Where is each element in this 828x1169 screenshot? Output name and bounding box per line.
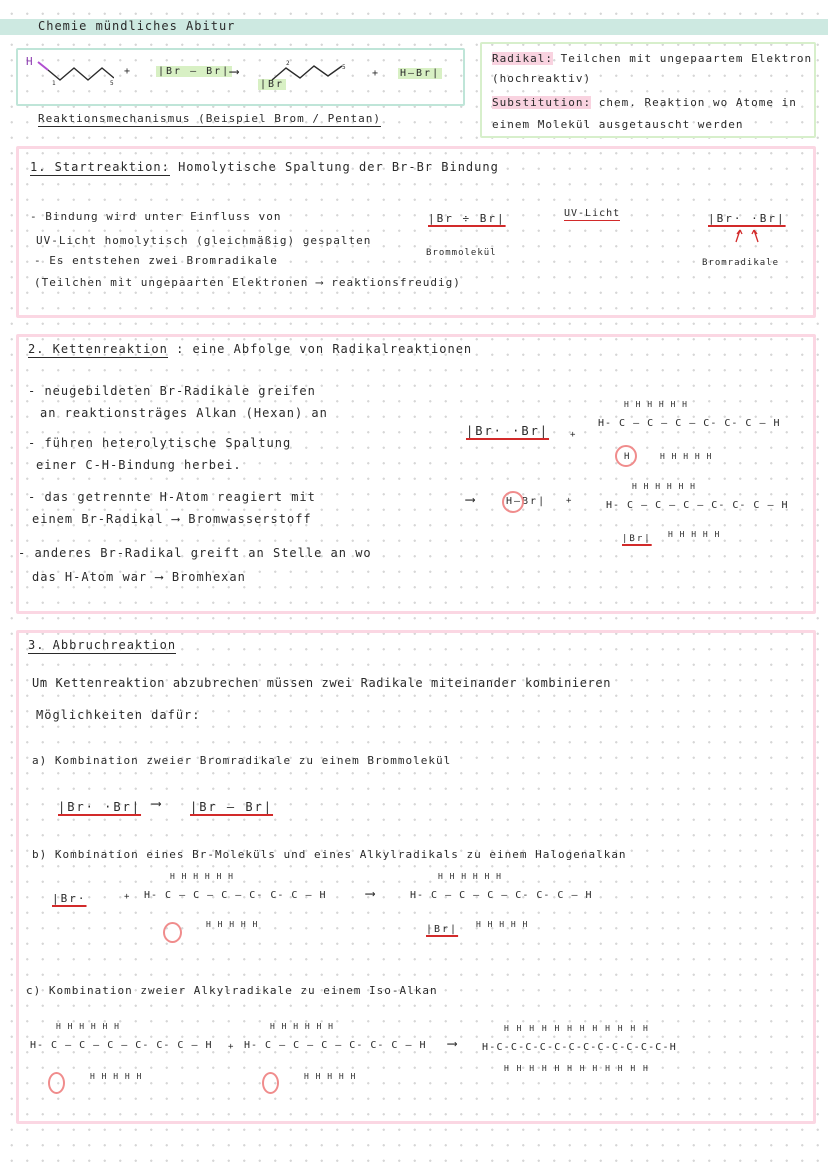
- hexane-bottom-h-removed: H: [624, 452, 631, 462]
- pentane-h: H: [26, 55, 34, 68]
- step1-heading: [30, 160, 499, 174]
- plus-sign: +: [124, 66, 132, 77]
- option-b-plus: +: [124, 892, 131, 902]
- option-b-alkyl-chain: H- C – C – C – C- C- C – H: [144, 890, 327, 901]
- option-c-plus: +: [228, 1042, 235, 1052]
- bromohexane-top-h: H H H H H H: [632, 482, 696, 491]
- step2-bromine-radicals: |Br· ·Br|: [466, 424, 550, 438]
- option-b-radical-site: [163, 922, 182, 943]
- definition-radikal-line2: (hochreaktiv): [492, 72, 592, 85]
- step2-plus-2: +: [566, 496, 573, 506]
- reactant-br2: |Br – Br|: [158, 66, 231, 77]
- term-radikal: Radikal:: [492, 52, 553, 65]
- plus-sign-2: +: [372, 68, 380, 79]
- bromohexane-bottom-h: H H H H H: [668, 530, 721, 539]
- uv-light-label: UV-Licht: [564, 208, 621, 219]
- option-b-alkyl-bottom: H H H H H: [206, 920, 259, 929]
- option-c-alkyl1-bottom: H H H H H: [90, 1072, 143, 1081]
- pentane-carbon-5: 5: [110, 80, 115, 87]
- product-hbr: H–Br|: [400, 68, 441, 79]
- bromopentane-skeleton: [268, 58, 348, 84]
- step2-line: einer C-H-Bindung herbei.: [36, 458, 242, 472]
- bromopentane-carbon-5: 5: [342, 64, 347, 71]
- bromine-radicals-label: Bromradikale: [702, 258, 780, 268]
- option-c-product-top: H H H H H H H H H H H H: [504, 1024, 650, 1033]
- option-a-molecule: |Br – Br|: [190, 800, 274, 814]
- hexane-chain: H- C – C – C – C- C- C – H: [598, 418, 781, 429]
- step1-heading-rest: Homolytische Spaltung der Br-Br Bindung: [178, 160, 499, 174]
- step1-heading-prefix: 1. Startreaktion:: [30, 160, 170, 174]
- hexane-bottom-h: H H H H H: [660, 452, 713, 461]
- option-b-alkyl-top: H H H H H H: [170, 872, 234, 881]
- removed-h-circle: [615, 445, 637, 467]
- step2-hbr: H–Br|: [506, 496, 547, 507]
- option-c-text: c) Kombination zweier Alkylradikale zu einem Iso-Alkan: [26, 984, 438, 997]
- step2-line: - das getrennte H-Atom reagiert mit: [28, 490, 316, 504]
- option-a-text: a) Kombination zweier Bromradikale zu einem Brommolekül: [32, 754, 452, 767]
- step2-line: an reaktionsträges Alkan (Hexan) an: [40, 406, 328, 420]
- option-b-product-bottom: H H H H H: [476, 920, 529, 929]
- option-c-alkyl1-top: H H H H H H: [56, 1022, 120, 1031]
- bromohexane-br: |Br|: [622, 534, 652, 544]
- option-b-text: b) Kombination eines Br-Moleküls und eines Alkylradikals zu einem Halogenalkan: [32, 848, 627, 861]
- step2-line: einem Br-Radikal ⟶ Bromwasserstoff: [32, 512, 312, 526]
- pentane-skeleton: [34, 56, 114, 90]
- step2-plus: +: [570, 430, 577, 440]
- option-b-product-chain: H- C – C – C – C- C- C – H: [410, 890, 593, 901]
- step2-line: - neugebildeten Br-Radikale greifen: [28, 384, 316, 398]
- option-b-product-br: |Br|: [426, 924, 459, 935]
- step2-heading-rest: : eine Abfolge von Radikalreaktionen: [176, 342, 473, 356]
- option-a-arrow: ⟶: [152, 796, 162, 812]
- bromine-radicals: |Br· ·Br|: [708, 212, 786, 225]
- text-substitution: chem. Reaktion wo Atome in: [598, 96, 797, 109]
- step1-line: - Bindung wird unter Einfluss von: [30, 210, 282, 223]
- option-b-product-top: H H H H H H: [438, 872, 502, 881]
- definition-substitution-line2: einem Molekül ausgetauscht werden: [492, 118, 744, 131]
- h-atom-circle: [502, 491, 524, 513]
- step2-line: das H-Atom war ⟶ Bromhexan: [32, 570, 246, 584]
- step1-line: (Teilchen mit ungepaarten Elektronen ⟶ reaktionsfreudig): [34, 276, 461, 289]
- step2-line: - anderes Br-Radikal greift an Stelle an wo: [18, 546, 372, 560]
- bromohexane-chain: H- C – C – C – C- C- C – H: [606, 500, 789, 511]
- option-c-alkyl2-top: H H H H H H: [270, 1022, 334, 1031]
- bromopentane-carbon-2: 2: [286, 60, 291, 67]
- step3-heading: 3. Abbruchreaktion: [28, 638, 177, 652]
- option-c-alkyl2-chain: H- C – C – C – C- C- C – H: [244, 1040, 427, 1051]
- bromine-molecule: |Br ÷ Br|: [428, 212, 506, 225]
- option-c-radical-site-1: [48, 1072, 65, 1094]
- step2-heading-prefix: 2. Kettenreaktion: [28, 342, 168, 356]
- hexane-top-h: H H H H H H: [624, 400, 688, 409]
- step1-line: UV-Licht homolytisch (gleichmäßig) gespalten: [36, 234, 372, 247]
- step2-line: - führen heterolytische Spaltung: [28, 436, 292, 450]
- definition-substitution: [492, 96, 797, 109]
- definition-radikal: [492, 52, 812, 65]
- option-c-alkyl1-chain: H- C – C – C – C- C- C – H: [30, 1040, 213, 1051]
- term-substitution: Substitution:: [492, 96, 592, 109]
- bromine-molecule-label: Brommolekül: [426, 248, 497, 258]
- option-b-bromine-radical: |Br·: [52, 892, 87, 905]
- pentane-carbon-1: 1: [52, 80, 57, 87]
- step3-intro-2: Möglichkeiten dafür:: [36, 708, 201, 722]
- page-title: Chemie mündliches Abitur: [38, 19, 236, 33]
- reaction-arrow: ⟶: [230, 64, 240, 80]
- option-c-alkyl2-bottom: H H H H H: [304, 1072, 357, 1081]
- step2-heading: [28, 342, 472, 356]
- option-c-product-chain: H-C-C-C-C-C-C-C-C-C-C-C-C-H: [482, 1042, 677, 1053]
- step2-arrow: ⟶: [466, 492, 476, 508]
- equation-caption: Reaktionsmechanismus (Beispiel Brom / Pentan): [38, 112, 382, 125]
- option-c-product-bottom: H H H H H H H H H H H H: [504, 1064, 650, 1073]
- step1-line: - Es entstehen zwei Bromradikale: [34, 254, 278, 267]
- option-a-radicals: |Br· ·Br|: [58, 800, 142, 814]
- text-radikal: Teilchen mit ungepaartem Elektron: [560, 52, 813, 65]
- product-br: |Br: [260, 79, 285, 90]
- electron-arrows: [730, 226, 770, 244]
- step3-intro: Um Kettenreaktion abzubrechen müssen zwei Radikale miteinander kombinieren: [32, 676, 612, 690]
- option-c-radical-site-2: [262, 1072, 279, 1094]
- option-c-arrow: ⟶: [448, 1036, 458, 1052]
- option-b-arrow: ⟶: [366, 886, 376, 902]
